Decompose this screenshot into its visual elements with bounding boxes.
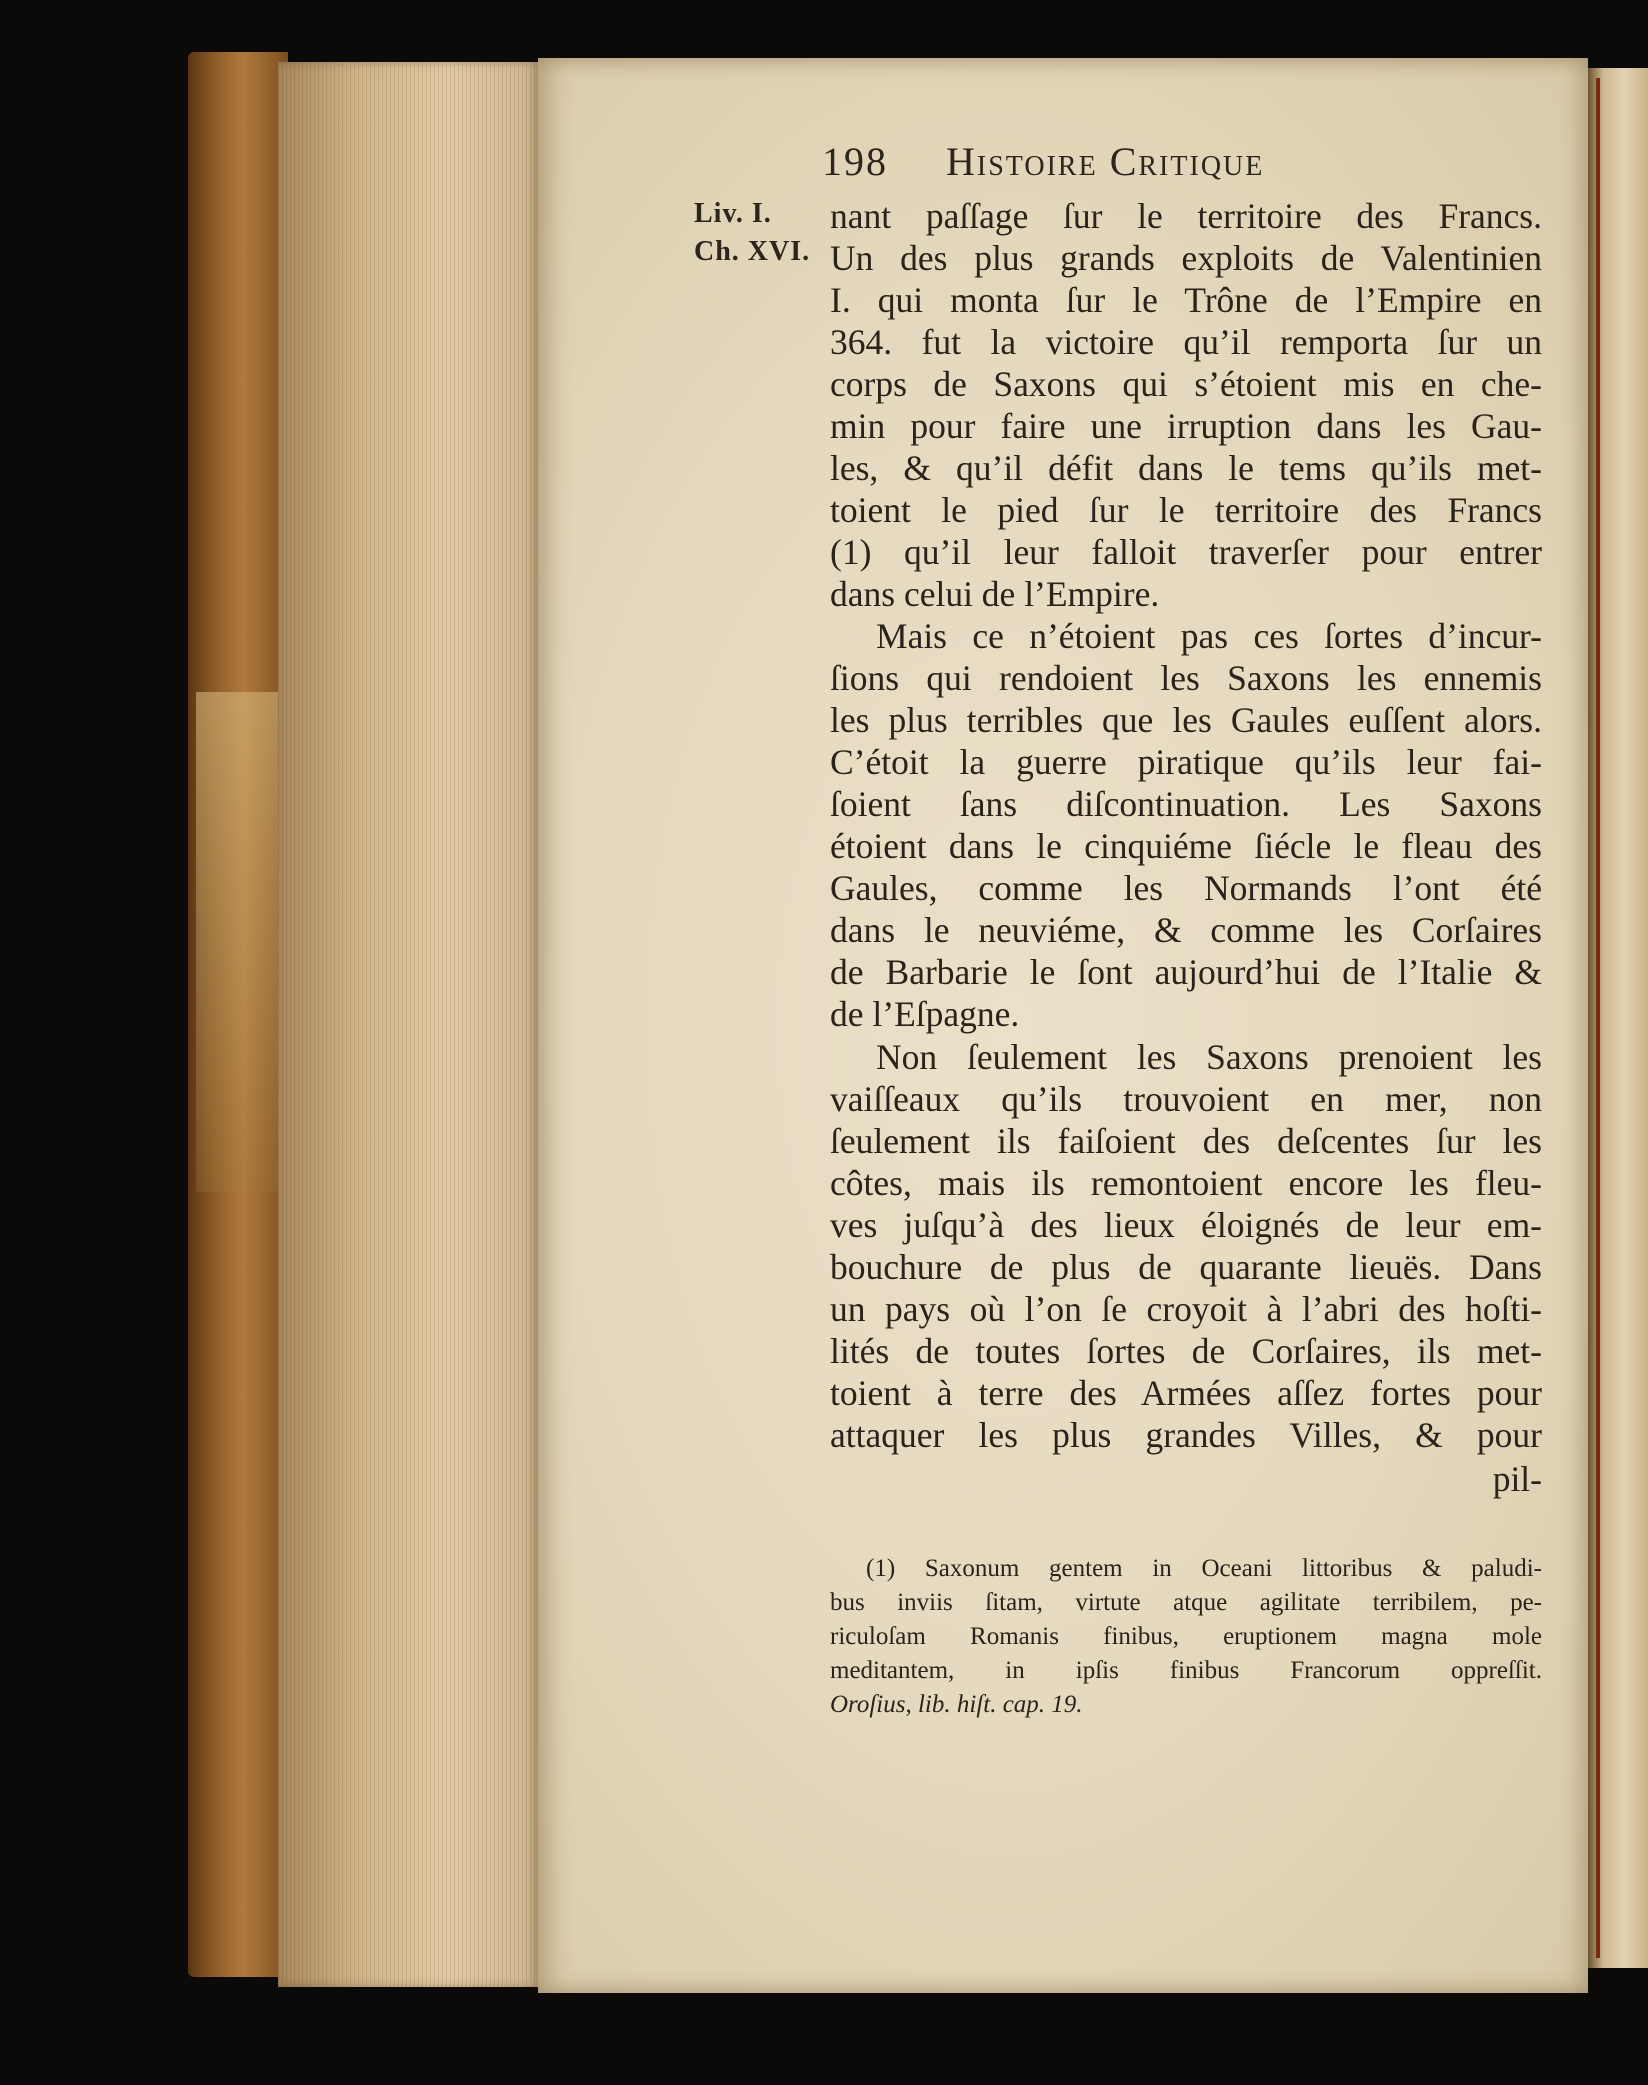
body-line: lités de toutes ſortes de Corſaires, ils met- bbox=[830, 1331, 1542, 1371]
body-line: de l’Eſpagne. bbox=[830, 994, 1020, 1034]
body-line: (1) qu’il leur falloit traverſer pour entrer bbox=[830, 532, 1542, 572]
body-line: vaiſſeaux qu’ils trouvoient en mer, non bbox=[830, 1079, 1542, 1119]
body-line: les plus terribles que les Gaules euſſent alors. bbox=[830, 700, 1542, 740]
body-line: côtes, mais ils remontoient encore les fleu- bbox=[830, 1163, 1542, 1203]
body-line: de Barbarie le ſont aujourd’hui de l’Italie & bbox=[830, 952, 1542, 992]
footnote-line: (1) Saxonum gentem in Oceani littoribus & paludi- bbox=[866, 1555, 1542, 1582]
catchword: pil- bbox=[1492, 1459, 1542, 1499]
running-title: Histoire Critique bbox=[946, 139, 1265, 184]
body-line: corps de Saxons qui s’étoient mis en che- bbox=[830, 364, 1542, 404]
body-line: min pour faire une irruption dans les Gau- bbox=[830, 406, 1542, 446]
body-line: Mais ce n’étoient pas ces ſortes d’incur- bbox=[876, 616, 1542, 656]
body-line: toient à terre des Armées aſſez fortes pour bbox=[830, 1373, 1542, 1413]
body-line: dans le neuviéme, & comme les Corſaires bbox=[830, 910, 1542, 950]
body-line: ſeulement ils faiſoient des deſcentes ſur les bbox=[830, 1121, 1542, 1161]
body-line: Non ſeulement les Saxons prenoient les bbox=[876, 1037, 1542, 1077]
body-line: nant paſſage ſur le territoire des Francs. bbox=[830, 196, 1542, 236]
footnote-source bbox=[830, 1688, 1542, 1721]
body-line: ſoient ſans diſcontinuation. Les Saxons bbox=[830, 784, 1542, 824]
body-line: bouchure de plus de quarante lieuës. Dans bbox=[830, 1247, 1542, 1287]
running-header bbox=[822, 138, 1542, 188]
body-line: étoient dans le cinquiéme ſiécle le fleau des bbox=[830, 826, 1542, 866]
body-line: Gaules, comme les Normands l’ont été bbox=[830, 868, 1542, 908]
body-line: Un des plus grands exploits de Valentinien bbox=[830, 238, 1542, 278]
footnote-line: riculoſam Romanis finibus, eruptionem magna mole bbox=[830, 1623, 1542, 1650]
body-line: C’étoit la guerre piratique qu’ils leur fai- bbox=[830, 742, 1542, 782]
body-line: ſions qui rendoient les Saxons les ennemis bbox=[830, 658, 1542, 698]
body-line: I. qui monta ſur le Trône de l’Empire en bbox=[830, 280, 1542, 320]
body-line: un pays où l’on ſe croyoit à l’abri des hoſti- bbox=[830, 1289, 1542, 1329]
facing-page-edge bbox=[1588, 68, 1648, 1968]
body-line: toient le pied ſur le territoire des Francs bbox=[830, 490, 1542, 530]
book-cover-edge bbox=[188, 52, 288, 1977]
body-line: ves juſqu’à des lieux éloignés de leur em- bbox=[830, 1205, 1542, 1245]
page-number: 198 bbox=[822, 139, 888, 184]
body-line: 364. fut la victoire qu’il remporta ſur un bbox=[830, 322, 1542, 362]
page-block-edges bbox=[278, 62, 540, 1987]
footnote-line: meditantem, in ipſis finibus Francorum oppreſſit. bbox=[830, 1657, 1542, 1684]
margin-note-livre: Liv. I. bbox=[694, 198, 772, 229]
body-line: les, & qu’il défit dans le tems qu’ils met- bbox=[830, 448, 1542, 488]
footnote-citation: Oroſius, lib. hiſt. cap. 19. bbox=[830, 1691, 1083, 1718]
margin-note-chapitre: Ch. XVI. bbox=[694, 236, 811, 267]
body-line: dans celui de l’Empire. bbox=[830, 574, 1160, 614]
body-line: attaquer les plus grandes Villes, & pour bbox=[830, 1415, 1542, 1455]
footnote-line: bus inviis ſitam, virtute atque agilitate terribilem, pe- bbox=[830, 1589, 1542, 1616]
